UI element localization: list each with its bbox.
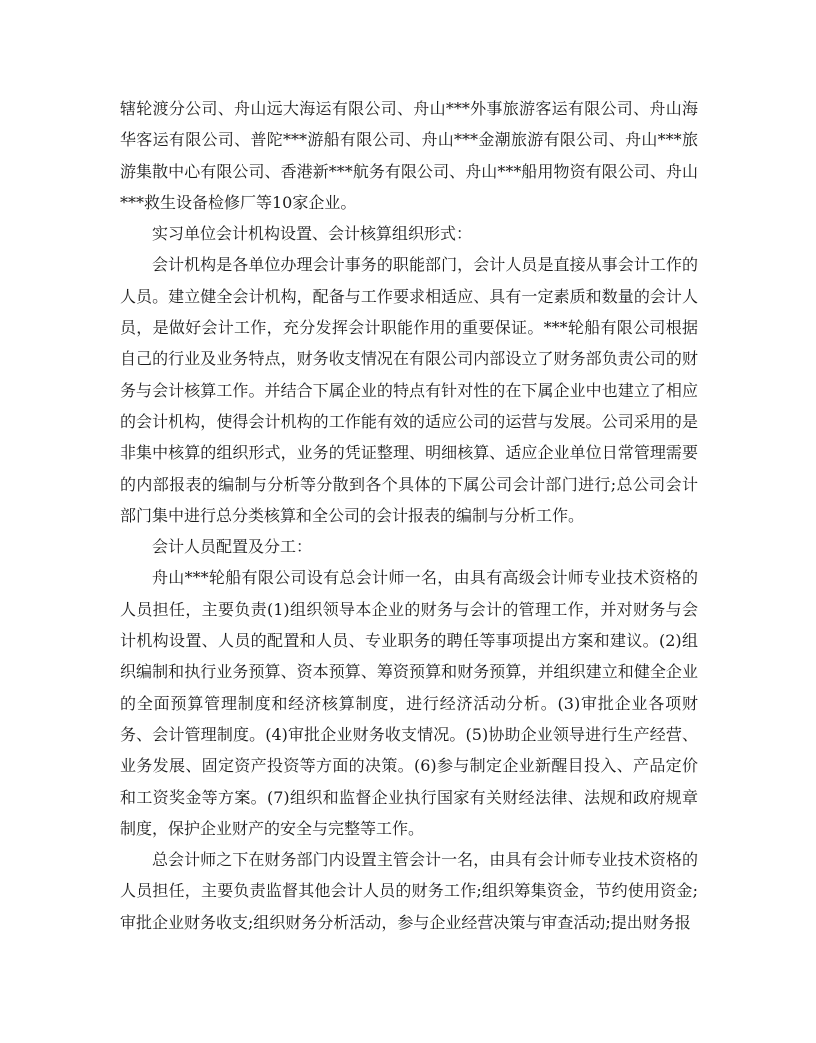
heading-accounting-structure: 实习单位会计机构设置、会计核算组织形式： [152,224,473,244]
paragraph-supervising-accountant: 总会计师之下在财务部门内设置主管会计一名，由具有会计师专业技术资格的人员担任，主要负责监督其他会计人员的财务工作;组织筹集资金，节约使用资金;审批企业财务收支;组织财务分析活动，参与企业经营决策与审查活动;提出财务报 [120,850,698,932]
paragraph-chief-accountant: 舟山***轮船有限公司设有总会计师一名，由具有高级会计师专业技术资格的人员担任，主要负责(1)组织领导本企业的财务与会计的管理工作，并对财务与会计机构设置、人员的配置和人员、专业职务的聘任等事项提出方案和建议。(2)组织编制和执行业务预算、资本预算、筹资预算和财务预算，并组织建立和健全企业的全面预算管理制度和经济核算制度，进行经济活动分析。(3)审批企业各项财务、会计管理制度。(4)审批企业财务收支情况。(5)协助企业领导进行生产经营、业务发展、固定资产投资等方面的决策。(6)参与制定企业新醒目投入、产品定价和工资奖金等方案。(7)组织和监督企业执行国家有关财经法律、法规和政府规章制度，保护企业财产的安全与完整等工作。 [120,568,698,838]
paragraph-accounting-structure: 会计机构是各单位办理会计事务的职能部门，会计人员是直接从事会计工作的人员。建立健全会计机构，配备与工作要求相适应、具有一定素质和数量的会计人员，是做好会计工作，充分发挥会计职能作用的重要保证。***轮船有限公司根据自己的行业及业务特点，财务收支情况在有限公司内部设立了财务部负责公司的财务与会计核算工作。并结合下属企业的特点有针对性的在下属企业中也建立了相应的会计机构，使得会计机构的工作能有效的适应公司的运营与发展。公司采用的是非集中核算的组织形式，业务的凭证整理、明细核算、适应企业单位日常管理需要的内部报表的编制与分析等分散到各个具体的下属公司会计部门进行;总公司会计部门集中进行总分类核算和全公司的会计报表的编制与分析工作。 [120,255,698,525]
document-body [120,93,698,938]
paragraph-company-list: 辖轮渡分公司、舟山远大海运有限公司、舟山***外事旅游客运有限公司、舟山海华客运有限公司、普陀***游船有限公司、舟山***金潮旅游有限公司、舟山***旅游集散中心有限公司、香港新***航务有限公司、舟山***船用物资有限公司、舟山***救生设备检修厂等10家企业。 [120,99,698,212]
heading-staff-allocation: 会计人员配置及分工： [152,537,313,557]
